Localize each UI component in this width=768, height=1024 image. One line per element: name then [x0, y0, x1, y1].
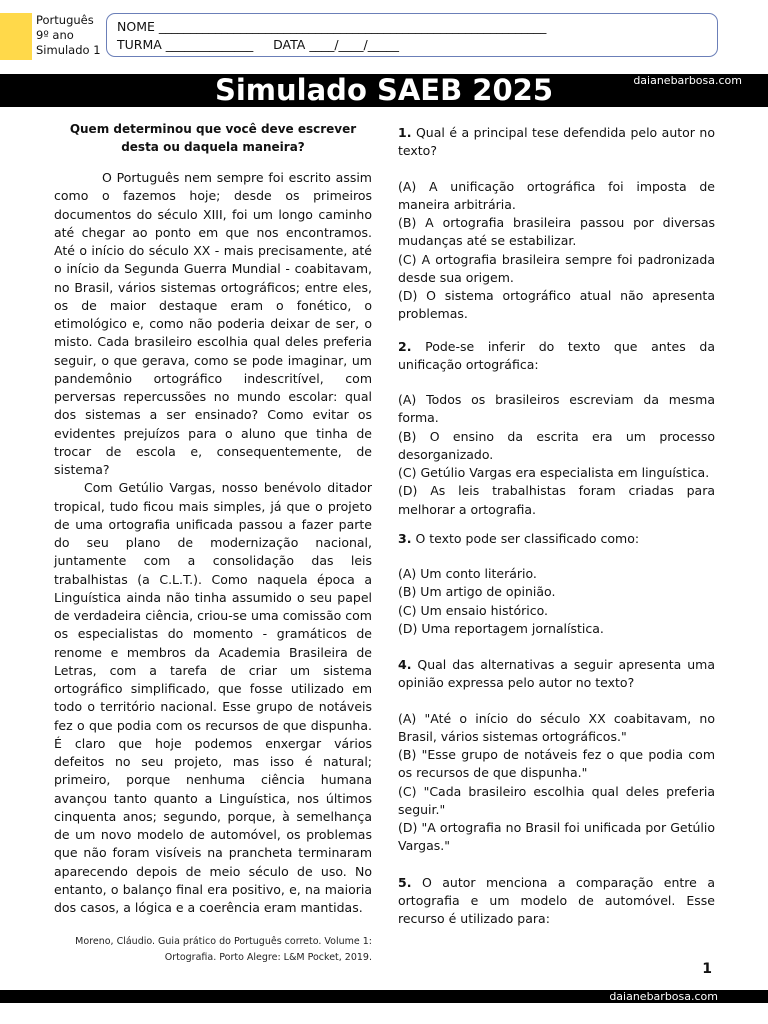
option-b: (B) A ortografia brasileira passou por diversas mudanças até se estabilizar. [398, 215, 715, 249]
name-field-line: NOME ______________________________________________________________ [117, 19, 547, 34]
yellow-tab [0, 13, 32, 60]
option-c: (C) Getúlio Vargas era especialista em linguística. [398, 465, 710, 480]
question-stem [398, 124, 715, 161]
question-number: 1. [398, 125, 412, 140]
option-b: (B) Um artigo de opinião. [398, 584, 556, 600]
question-4 [398, 656, 715, 856]
question-stem [398, 338, 715, 375]
option-c: (C) Um ensaio histórico. [398, 602, 548, 618]
series-label: Simulado 1 [36, 43, 101, 57]
question-stem [398, 656, 715, 693]
question-5 [398, 874, 715, 929]
option-a: (A) Um conto literário. [398, 566, 537, 581]
question-number: 2. [398, 338, 412, 354]
site-url-top: daianebarbosa.com [633, 74, 742, 87]
text-column [54, 120, 372, 966]
question-stem [398, 530, 715, 548]
question-2 [398, 338, 715, 519]
question-stem [398, 874, 715, 929]
option-c: (C) A ortografia brasileira sempre foi padronizada desde sua origem. [398, 251, 715, 285]
question-3 [398, 530, 715, 638]
question-text: Qual é a principal tese defendida pelo autor no texto? [398, 125, 715, 159]
question-number: 5. [398, 874, 412, 890]
option-a: (A) A unificação ortográfica foi imposta de maneira arbitrária. [398, 178, 715, 212]
page-title: Simulado SAEB 2025 [214, 73, 554, 107]
option-d: (D) Uma reportagem jornalística. [398, 620, 604, 636]
page-number: 1 [702, 961, 712, 977]
subject-label: Português [36, 13, 94, 27]
student-info-box [106, 13, 718, 57]
option-d: (D) O sistema ortográfico atual não apresenta problemas. [398, 288, 715, 322]
question-text: O autor menciona a comparação entre a ortografia e um modelo de automóvel. Esse recurso é utilizado para: [398, 874, 715, 926]
question-text: Pode-se inferir do texto que antes da unificação ortográfica: [398, 338, 715, 372]
option-b: (B) O ensino da escrita era um processo desorganizado. [398, 428, 715, 462]
grade-label: 9º ano [36, 28, 74, 42]
option-c: (C) "Cada brasileiro escolhia qual deles preferia seguir." [398, 783, 715, 817]
option-d: (D) As leis trabalhistas foram criadas para melhorar a ortografia. [398, 483, 715, 517]
footer-bar [0, 990, 768, 1003]
text-paragraph-2: Com Getúlio Vargas, nosso benévolo ditador tropical, tudo ficou mais simples, já que o projeto de uma ortografia unificada passou a fazer parte do seu plano de modernização nacional, juntamente com a consolidação das leis trabalhistas (a C.L.T.). Como naquela época a Linguística ainda não tinha assumido o seu papel de verdadeira ciência, criou-se uma comissão com os especialistas do momento - gramáticos de renome e membros da Academia Brasileira de Letras, com a tarefa de criar um sistema ortográfico simplificado, que fosse utilizado em todo o território nacional. Esse grupo de notáveis fez o que podia com os recursos de que dispunha. É claro que hoje podemos enxergar vários defeitos no seu projeto, mas isso é natural; primeiro, porque nenhuma ciência humana avançou tanto quanto a Linguística, nos últimos cinquenta anos; segundo, porque, à semelhança de um novo modelo de automóvel, os problemas que não foram visíveis na prancheta terminaram aparecendo depois de meio século de uso. No entanto, o balanço final era positivo, e, na maioria dos casos, a lógica e a coerência eram mantidas. [54, 480, 372, 915]
questions-column [398, 124, 715, 945]
question-number: 3. [398, 530, 412, 546]
grade-info [36, 13, 101, 58]
option-b: (B) "Esse grupo de notáveis fez o que podia com os recursos de que dispunha." [398, 747, 715, 781]
question-text: O texto pode ser classificado como: [415, 530, 640, 546]
question-1 [398, 124, 715, 324]
title-bar [0, 74, 768, 107]
option-d: (D) "A ortografia no Brasil foi unificada por Getúlio Vargas." [398, 820, 715, 854]
option-a: (A) Todos os brasileiros escreviam da mesma forma. [398, 392, 715, 426]
option-a: (A) "Até o início do século XX coabitavam, no Brasil, vários sistemas ortográficos." [398, 710, 715, 744]
site-url-bottom: daianebarbosa.com [609, 990, 718, 1003]
text-paragraph-1: O Português nem sempre foi escrito assim como o fazemos hoje; desde os primeiros documentos do século XIII, foi um longo caminho até chegar ao ponto em que nos encontramos. Até o início do século XX - mais precisamente, até o início da Segunda Guerra Mundial - coabitavam, no Brasil, vários sistemas ortográficos; entre eles, os de maior destaque eram o fonético, o etimológico e, como não poderia deixar de ser, o misto. Cada brasileiro escolhia qual deles preferia seguir, o que gerava, como se pode imaginar, um pandemônio ortográfico indescritível, com perversas repercussões no mundo escolar: qual dos sistemas a ser ensinado? Como evitar os evidentes prejuízos para o aluno que tinha de trocar de escola e, consequentemente, de sistema? [54, 170, 372, 477]
question-number: 4. [398, 657, 412, 672]
text-source: Moreno, Cláudio. Guia prático do Português correto. Volume 1: Ortografia. Porto Alegre: L&M Pocket, 2019. [75, 936, 372, 964]
question-text: Qual das alternativas a seguir apresenta uma opinião expressa pelo autor no texto? [398, 657, 715, 691]
class-date-line: TURMA ______________ DATA ____/____/_____ [117, 37, 399, 52]
text-heading: Quem determinou que você deve escrever desta ou daquela maneira? [69, 122, 357, 154]
